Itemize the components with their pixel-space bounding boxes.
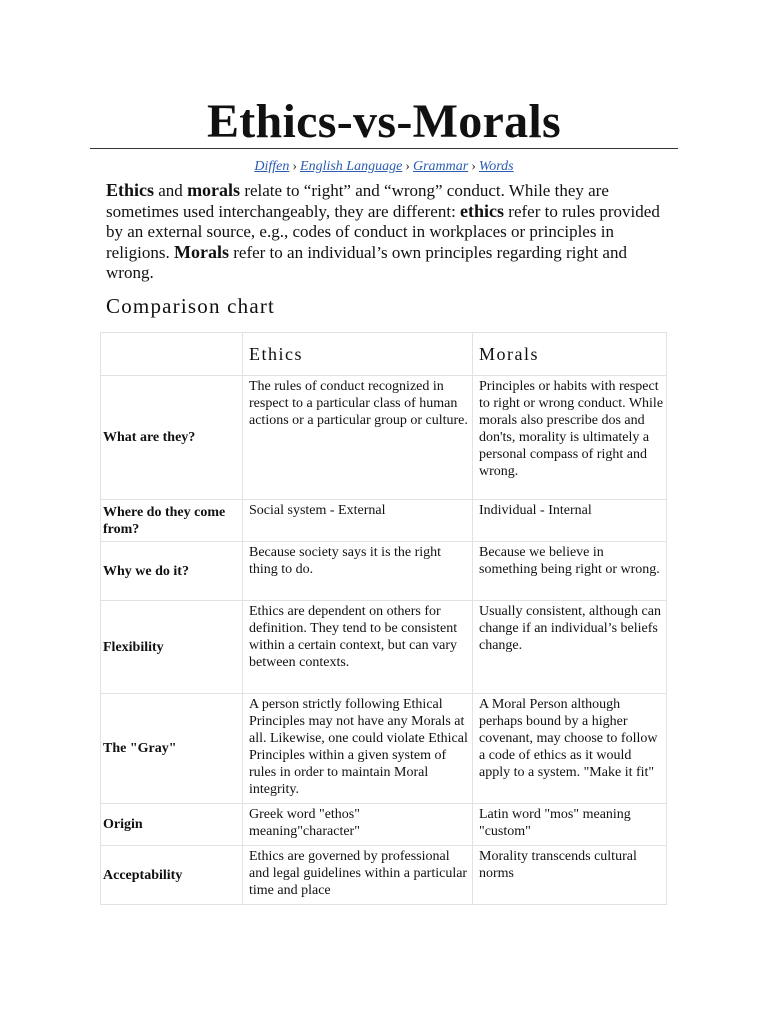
breadcrumb-link-words[interactable]: Words	[478, 159, 514, 174]
row-label: The "Gray"	[101, 694, 243, 804]
ethics-cell: A person strictly following Ethical Principles may not have any Morals at all. Likewise, one could violate Ethical Principles within a given system of rules in order to maintain Moral integrity.	[243, 694, 473, 804]
intro-text: refer to rules provided by an external source, e.g., codes of conduct in workplaces or principles in religions.	[106, 202, 660, 262]
row-label: What are they?	[101, 376, 243, 500]
table-row	[101, 694, 667, 804]
table-row	[101, 542, 667, 601]
header-cell-empty	[101, 333, 243, 376]
term-ethics: ethics	[460, 201, 505, 221]
morals-cell: Because we believe in something being right or wrong.	[473, 542, 667, 601]
breadcrumb-link-grammar[interactable]: Grammar	[412, 159, 469, 174]
intro-text: relate to “right” and “wrong” conduct. While they are sometimes used interchangeably, they are different:	[106, 181, 609, 221]
breadcrumb-link-english-language[interactable]: English Language	[300, 159, 403, 174]
section-heading: Comparison chart	[106, 294, 276, 318]
comparison-table	[100, 332, 667, 905]
ethics-cell: Social system - External	[243, 500, 473, 542]
term-morals: Morals	[174, 242, 229, 262]
breadcrumb	[90, 158, 678, 176]
row-label: Flexibility	[101, 601, 243, 694]
morals-cell: Principles or habits with respect to right or wrong conduct. While morals also prescribe dos and don'ts, morality is ultimately a personal compass of right and wrong.	[473, 376, 667, 500]
morals-cell: Morality transcends cultural norms	[473, 846, 667, 905]
morals-cell: Usually consistent, although can change if an individual’s beliefs change.	[473, 601, 667, 694]
morals-cell: Latin word "mos" meaning "custom"	[473, 804, 667, 846]
table-row	[101, 376, 667, 500]
breadcrumb-separator: ›	[292, 159, 298, 174]
table-header-row	[101, 333, 667, 376]
table-row	[101, 846, 667, 905]
header-cell-morals: Morals	[473, 333, 667, 376]
intro-paragraph	[106, 180, 666, 283]
row-label: Where do they come from?	[101, 500, 243, 542]
breadcrumb-link-diffen[interactable]: Diffen	[254, 159, 290, 174]
ethics-cell: Ethics are governed by professional and legal guidelines within a particular time and place	[243, 846, 473, 905]
term-ethics: Ethics	[106, 180, 155, 200]
ethics-cell: The rules of conduct recognized in respect to a particular class of human actions or a particular group or culture.	[243, 376, 473, 500]
morals-cell: A Moral Person although perhaps bound by a higher covenant, may choose to follow a code of ethics as it would apply to a system. "Make it fit"	[473, 694, 667, 804]
breadcrumb-separator: ›	[471, 159, 476, 174]
header-cell-ethics: Ethics	[243, 333, 473, 376]
row-label: Acceptability	[101, 846, 243, 905]
table-row	[101, 601, 667, 694]
ethics-cell: Greek word "ethos" meaning"character"	[243, 804, 473, 846]
ethics-cell: Because society says it is the right thing to do.	[243, 542, 473, 601]
ethics-cell: Ethics are dependent on others for definition. They tend to be consistent within a certain context, but can vary between contexts.	[243, 601, 473, 694]
breadcrumb-separator: ›	[405, 159, 410, 174]
morals-cell: Individual - Internal	[473, 500, 667, 542]
row-label: Why we do it?	[101, 542, 243, 601]
intro-text: and	[154, 181, 188, 200]
page-title: Ethics-vs-Morals	[206, 95, 562, 148]
table-row	[101, 500, 667, 542]
intro-text: refer to an individual’s own principles regarding right and wrong.	[106, 243, 627, 282]
title-divider	[90, 148, 678, 149]
row-label: Origin	[101, 804, 243, 846]
term-morals: morals	[187, 180, 241, 200]
table-row	[101, 804, 667, 846]
